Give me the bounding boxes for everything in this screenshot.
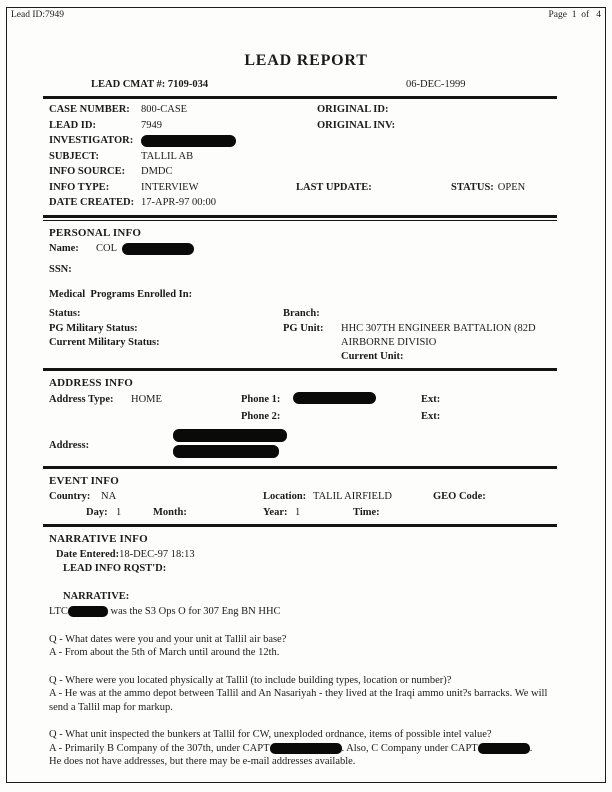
subject-label: SUBJECT: xyxy=(49,150,99,162)
lead-info-rqstd-row xyxy=(43,561,557,575)
phone1-label: Phone 1: xyxy=(241,393,281,405)
case-number-label: CASE NUMBER: xyxy=(49,104,130,116)
month-label: Month: xyxy=(153,506,187,518)
country-value: NA xyxy=(101,491,117,503)
lead-cmat-label: LEAD CMAT #: 7109-034 xyxy=(91,79,209,90)
year-label: Year: xyxy=(263,506,288,518)
answer-2: A - He was at the ammo depot between Tallil and An Nasariyah - they lived at the Iraqi ammo unit?s barracks. We will send a Tallil map for markup. xyxy=(49,688,548,713)
info-type-row xyxy=(43,180,557,196)
address-type-value: HOME xyxy=(131,393,162,405)
name-label: Name: xyxy=(49,243,79,254)
narrative-label-row xyxy=(43,589,557,603)
question-3: Q - What unit inspected the bunkers at Tallil for CW, unexploded ordnance, items of possible intel value? xyxy=(49,729,492,740)
event-info-section xyxy=(43,469,557,524)
date-created-label: DATE CREATED: xyxy=(49,197,135,209)
lead-id-value: 7949 xyxy=(141,119,162,131)
personal-info-title: PERSONAL INFO xyxy=(49,226,142,239)
medical-row xyxy=(43,287,557,303)
lead-info-rqstd-label: LEAD INFO RQST'D: xyxy=(63,562,167,574)
report-title: LEAD REPORT xyxy=(244,52,368,69)
intro-pre: LTC xyxy=(49,606,68,617)
answer-3-pre: A - Primarily B Company of the 307th, under CAPT xyxy=(49,742,270,754)
ext1-label: Ext: xyxy=(421,393,441,405)
page-number: Page 1 of 4 xyxy=(548,10,601,20)
address-value xyxy=(141,418,287,472)
answer-3-mid: . Also, C Company under CAPT xyxy=(341,742,478,754)
lead-id-row xyxy=(43,118,557,134)
current-unit-label: Current Unit: xyxy=(341,351,404,362)
status-label: STATUS: xyxy=(451,181,494,193)
answer-1: A - From about the 5th of March until around the 12th. xyxy=(49,647,280,658)
ssn-row xyxy=(43,262,557,278)
location-value: TALIL AIRFIELD xyxy=(313,491,392,503)
pg-military-row xyxy=(43,321,557,335)
branch-label: Branch: xyxy=(283,307,320,319)
address-label: Address: xyxy=(49,439,90,451)
country-label: Country: xyxy=(49,491,91,503)
geo-code-label: GEO Code: xyxy=(433,491,486,503)
intro-post: was the S3 Ops O for 307 Eng BN HHC xyxy=(107,606,281,617)
question-2: Q - Where were you located physically at Tallil (to include building types, location or number)? xyxy=(49,674,452,686)
redaction-bar xyxy=(270,743,342,754)
info-source-row xyxy=(43,164,557,180)
info-type-label: INFO TYPE: xyxy=(49,181,110,193)
investigator-label: INVESTIGATOR: xyxy=(49,135,134,147)
info-type-value: INTERVIEW xyxy=(141,181,199,193)
original-id-label: ORIGINAL ID: xyxy=(317,104,389,116)
address-row xyxy=(43,428,557,462)
day-label: Day: xyxy=(86,506,108,518)
subject-row xyxy=(43,149,557,165)
date-entered-value: 18-DEC-97 18:13 xyxy=(119,548,195,560)
redaction-bar xyxy=(141,135,236,147)
current-military-status-label: Current Military Status: xyxy=(49,336,160,348)
date-entered-label: Date Entered: xyxy=(56,548,120,560)
name-row xyxy=(43,241,557,257)
narrative-label: NARRATIVE: xyxy=(63,590,130,602)
answer-3-continuation: He does not have addresses, but there may be e-mail addresses available. xyxy=(49,756,356,767)
phone1-value xyxy=(293,392,421,407)
event-info-title: EVENT INFO xyxy=(49,475,119,487)
date-created-value: 17-APR-97 00:00 xyxy=(141,197,216,209)
military-status-label: Status: xyxy=(49,307,81,319)
address-type-row xyxy=(43,391,557,407)
pg-unit-value-line1: HHC 307TH ENGINEER BATTALION (82D xyxy=(341,322,536,334)
case-number-value: 800-CASE xyxy=(141,104,188,116)
pg-military-status-label: PG Military Status: xyxy=(49,322,138,334)
redaction-bar xyxy=(122,243,194,255)
original-inv-label: ORIGINAL INV: xyxy=(317,119,396,131)
subject-value: TALLIL AB xyxy=(141,150,194,162)
phone2-label: Phone 2: xyxy=(241,410,281,422)
status-branch-row xyxy=(43,306,557,322)
narrative-intro-line xyxy=(43,605,555,619)
pg-unit-value-line2: AIRBORNE DIVISIO xyxy=(341,336,437,348)
phone2-row xyxy=(43,408,557,424)
current-unit-row xyxy=(43,349,557,364)
redaction-bar xyxy=(293,392,376,404)
ext2-label: Ext: xyxy=(421,410,441,422)
report-date: 06-DEC-1999 xyxy=(406,79,466,90)
personal-info-section xyxy=(43,221,557,369)
case-info-section xyxy=(43,99,557,215)
date-entered-row xyxy=(43,547,557,561)
question-1: Q - What dates were you and your unit at Tallil air base? xyxy=(49,633,287,645)
info-source-label: INFO SOURCE: xyxy=(49,166,126,178)
year-value: 1 xyxy=(295,506,301,518)
country-row xyxy=(43,489,557,505)
redaction-bar xyxy=(173,445,279,458)
answer-3 xyxy=(43,742,555,769)
address-info-section xyxy=(43,371,557,466)
address-info-title: ADDRESS INFO xyxy=(49,377,133,389)
answer-3-end: . xyxy=(529,742,533,754)
current-military-row xyxy=(43,335,557,349)
redaction-bar xyxy=(478,743,530,754)
last-update-label: LAST UPDATE: xyxy=(296,181,372,193)
medical-programs-label: Medical Programs Enrolled In: xyxy=(49,289,193,301)
name-prefix: COL xyxy=(96,243,117,254)
day-month-year-row xyxy=(43,505,557,521)
lead-id-corner: Lead ID:7949 xyxy=(11,10,65,20)
location-label: Location: xyxy=(263,491,307,503)
address-type-label: Address Type: xyxy=(49,393,114,405)
redaction-bar xyxy=(68,606,108,617)
status-value: OPEN xyxy=(497,181,526,193)
ssn-label: SSN: xyxy=(49,263,72,275)
page-border xyxy=(6,7,606,783)
redaction-bar xyxy=(173,429,287,442)
case-number-row xyxy=(43,102,557,118)
document-body xyxy=(7,28,605,773)
lead-id-label: LEAD ID: xyxy=(49,119,96,131)
day-value: 1 xyxy=(116,506,122,518)
pg-unit-label: PG Unit: xyxy=(283,322,324,334)
narrative-info-title: NARRATIVE INFO xyxy=(49,533,148,545)
cmat-row xyxy=(7,79,605,90)
page-meta-row xyxy=(11,10,601,20)
info-source-value: DMDC xyxy=(141,166,173,178)
narrative-info-section xyxy=(43,527,557,773)
time-label: Time: xyxy=(353,506,380,518)
date-created-row xyxy=(43,195,557,211)
investigator-row xyxy=(43,133,557,149)
